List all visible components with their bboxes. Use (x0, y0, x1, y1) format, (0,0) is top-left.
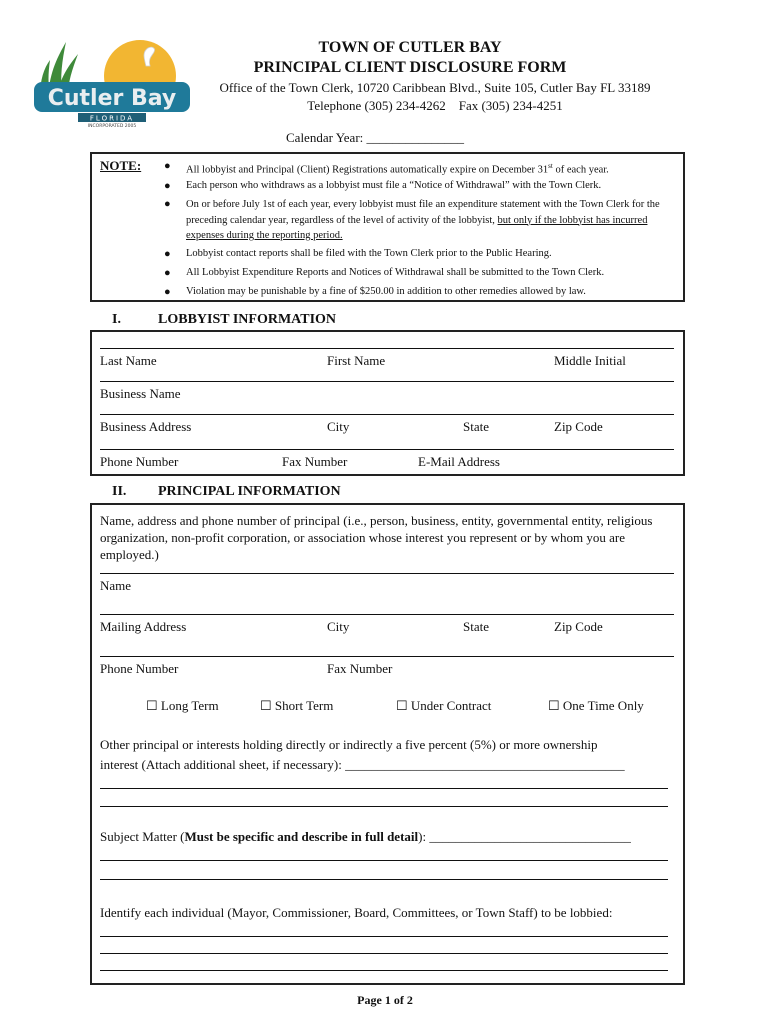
middle-initial-label: Middle Initial (554, 353, 626, 368)
other-principal-line-1[interactable] (100, 788, 668, 789)
other-principal-text-2[interactable]: interest (Attach additional sheet, if necessary): ___________________________________________ (100, 757, 625, 772)
logo-sub: FLORIDA (89, 114, 135, 123)
principal-name-label: Name (100, 578, 132, 593)
section1-number: I. (112, 312, 121, 327)
other-principal-line-2[interactable] (100, 806, 668, 807)
office-address: Office of the Town Clerk, 10720 Caribbean Blvd., Suite 105, Cutler Bay FL 33189 (219, 80, 651, 95)
principal-zip-label: Zip Code (554, 619, 603, 634)
option-short-term[interactable]: ☐ Short Term (260, 698, 334, 713)
first-name-label: First Name (327, 353, 386, 368)
section1-title: LOBBYIST INFORMATION (158, 312, 337, 327)
town-logo (30, 36, 195, 128)
office-phones: Telephone (305) 234-4262 Fax (305) 234-4251 (307, 98, 563, 113)
business-name-line[interactable] (100, 381, 674, 382)
bullet-icon: ● (164, 267, 171, 279)
identify-line-2[interactable] (100, 953, 668, 954)
checkbox-icon[interactable]: ☐ (260, 698, 272, 713)
state-label: State (463, 419, 489, 434)
section2-number: II. (112, 484, 127, 499)
identify-line-1[interactable] (100, 936, 668, 937)
bullet-icon: ● (164, 160, 171, 172)
email-label: E-Mail Address (418, 454, 500, 469)
section2-title: PRINCIPAL INFORMATION (158, 484, 341, 499)
principal-name-line[interactable] (100, 573, 674, 574)
last-name-label: Last Name (100, 353, 157, 368)
last-name-line[interactable] (100, 348, 674, 349)
phone-line[interactable] (100, 449, 674, 450)
option-under-contract[interactable]: ☐ Under Contract (396, 698, 492, 713)
identify-individuals-text: Identify each individual (Mayor, Commissioner, Board, Committees, or Town Staff) to be lobbied: (100, 905, 613, 920)
form-town-title: TOWN OF CUTLER BAY (318, 39, 502, 56)
phone-label: Phone Number (100, 454, 179, 469)
fax-label: Fax Number (282, 454, 348, 469)
logo-wordmark: Cutler Bay (47, 86, 177, 111)
principal-city-label: City (327, 619, 350, 634)
principal-fax-label: Fax Number (327, 661, 393, 676)
principal-phone-label: Phone Number (100, 661, 179, 676)
lobbyist-info-box (90, 330, 685, 476)
bullet-icon: ● (164, 180, 171, 192)
option-one-time-only[interactable]: ☐ One Time Only (548, 698, 644, 713)
calendar-year-field[interactable]: Calendar Year: _______________ (286, 130, 465, 145)
bullet-icon: ● (164, 248, 171, 260)
subject-matter-line-1[interactable] (100, 860, 668, 861)
checkbox-icon[interactable]: ☐ (548, 698, 560, 713)
business-address-line[interactable] (100, 414, 674, 415)
subject-matter-field[interactable]: Subject Matter (Must be specific and describe in full detail): _______________________________ (100, 829, 631, 844)
business-address-label: Business Address (100, 419, 192, 434)
other-principal-text: Other principal or interests holding directly or indirectly a five percent (5%) or more ownership (100, 737, 598, 752)
principal-state-label: State (463, 619, 489, 634)
note-label: NOTE: (100, 158, 142, 173)
business-name-label: Business Name (100, 386, 181, 401)
bullet-icon: ● (164, 198, 171, 210)
checkbox-icon[interactable]: ☐ (396, 698, 408, 713)
form-title: PRINCIPAL CLIENT DISCLOSURE FORM (253, 59, 567, 76)
principal-intro: Name, address and phone number of principal (i.e., person, business, entity, governmental entity, religious organization, non-profit corporation, or association whose interest you represent or by whom you are employed.) (100, 513, 653, 562)
subject-matter-line-2[interactable] (100, 879, 668, 880)
mailing-address-label: Mailing Address (100, 619, 187, 634)
city-label: City (327, 419, 350, 434)
page-number: Page 1 of 2 (357, 993, 413, 1007)
logo-tagline: INCORPORATED 2005 (87, 124, 137, 128)
identify-line-3[interactable] (100, 970, 668, 971)
zip-label: Zip Code (554, 419, 603, 434)
checkbox-icon[interactable]: ☐ (146, 698, 158, 713)
option-long-term[interactable]: ☐ Long Term (146, 698, 219, 713)
bullet-icon: ● (164, 286, 171, 298)
mailing-address-line[interactable] (100, 614, 674, 615)
principal-phone-line[interactable] (100, 656, 674, 657)
